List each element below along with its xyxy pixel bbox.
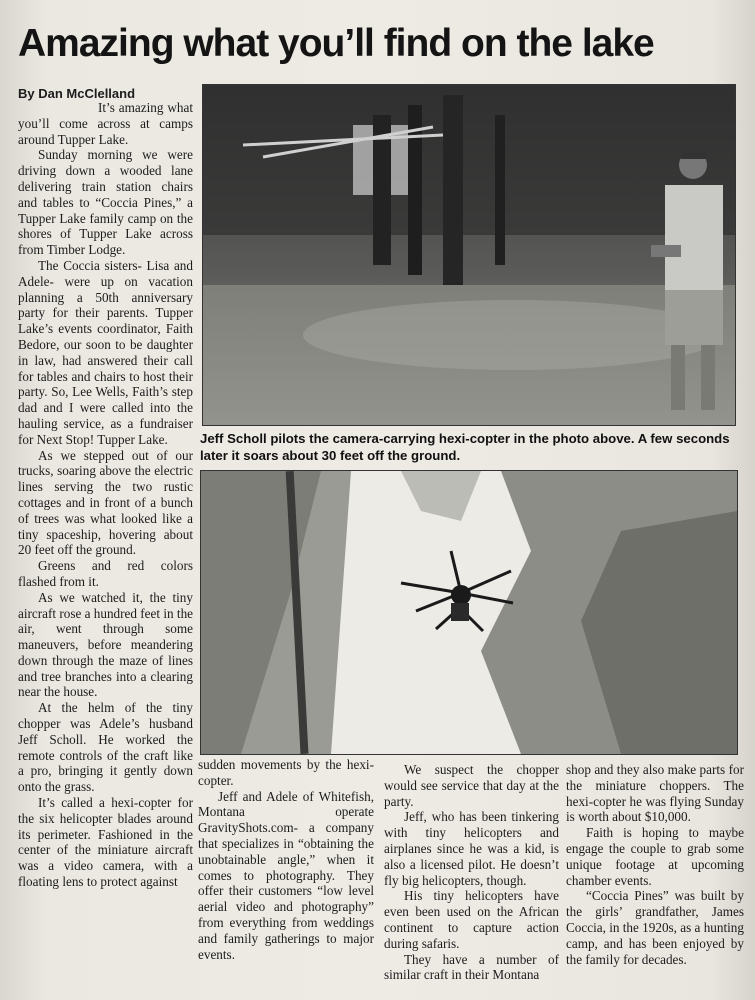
paragraph: shop and they also make parts for the miniature choppers. The hexi-copter he was flying Sunday is worth about $10,000. [566,762,744,825]
headline: Amazing what you’ll find on the lake [18,22,654,65]
paragraph: As we stepped out of our trucks, soaring above the electric lines serving the two rustic cottages and in front of a bunch of trees was what looked like a tiny spaceship, hovering about 20 feet off the ground. [18,447,193,558]
paragraph: “Coccia Pines” was built by the girls’ grandfather, James Coccia, in the 1920s, as a hunting camp, and has been enjoyed by the family for decades. [566,888,744,967]
paragraph: They have a number of similar craft in their Montana [384,951,559,983]
article-column-1 [18,100,193,890]
photo-hexicopter-in-air [200,470,738,755]
photo-pilot-with-hexicopter [202,84,736,426]
paragraph: Greens and red colors flashed from it. [18,558,193,589]
paragraph: It’s called a hexi-copter for the six helicopter blades around its perimeter. Fashioned in the center of the miniature aircraft was a video camera, with a floating lens to protect against [18,795,193,890]
photo-caption: Jeff Scholl pilots the camera-carrying hexi-copter in the photo above. A few seconds later it soars about 30 feet off the ground. [200,431,730,463]
paragraph: As we watched it, the tiny aircraft rose a hundred feet in the air, went through some maneuvers, before meandering down through the maze of lines and tree branches into a clearing near the house. [18,589,194,700]
paragraph: Faith is hoping to maybe engage the couple to grab some unique footage at upcoming chamber events. [566,825,744,888]
article-column-4 [566,762,744,967]
paragraph: At the helm of the tiny chopper was Adele’s husband Jeff Scholl. He worked the remote controls of the craft like a pro, bringing it gently down onto the grass. [18,700,193,795]
byline: By Dan McClelland [18,86,136,101]
photo-pilot-image [203,85,735,425]
paragraph: We suspect the chopper would see service that day at the party. [384,762,559,809]
paragraph: sudden movements by the hexi-copter. [198,757,374,788]
article-column-2 [198,757,374,962]
photo-hexicopter-image [201,471,737,754]
paragraph: Jeff and Adele of Whitefish, Montana operate GravityShots.com- a company that specializes in “obtaining the unobtainable angle,” when it comes to photography. They offer their customers “low level aerial video and photography” from everything from weddings and family gatherings to major events. [198,788,374,962]
paragraph: The Coccia sisters- Lisa and Adele- were up on vacation planning a 50th anniversary party for their parents. Tupper Lake’s events coordinator, Faith Bedore, our soon to be daughter in law, had answered their call for tables and chairs to host their party. So, Lee Wells, Faith’s step dad and I were called into the hauling service, as a fundraiser for Next Stop! Tupper Lake. [18,257,193,447]
paragraph: Sunday morning we were driving down a wooded lane delivering train station chairs and tables to “Coccia Pines,” a Tupper Lake family camp on the shores of Tupper Lake across from Timber Lodge. [18,147,193,258]
paragraph: His tiny helicopters have even been used on the African continent to capture action during safaris. [384,888,559,951]
article-column-3 [384,762,559,983]
paragraph: Jeff, who has been tinkering with tiny helicopters and airplanes since he was a kid, is also a licensed pilot. He doesn’t fly big helicopters, though. [384,809,559,888]
paragraph: It’s amazing what you’ll come across at camps around Tupper Lake. [18,100,193,147]
